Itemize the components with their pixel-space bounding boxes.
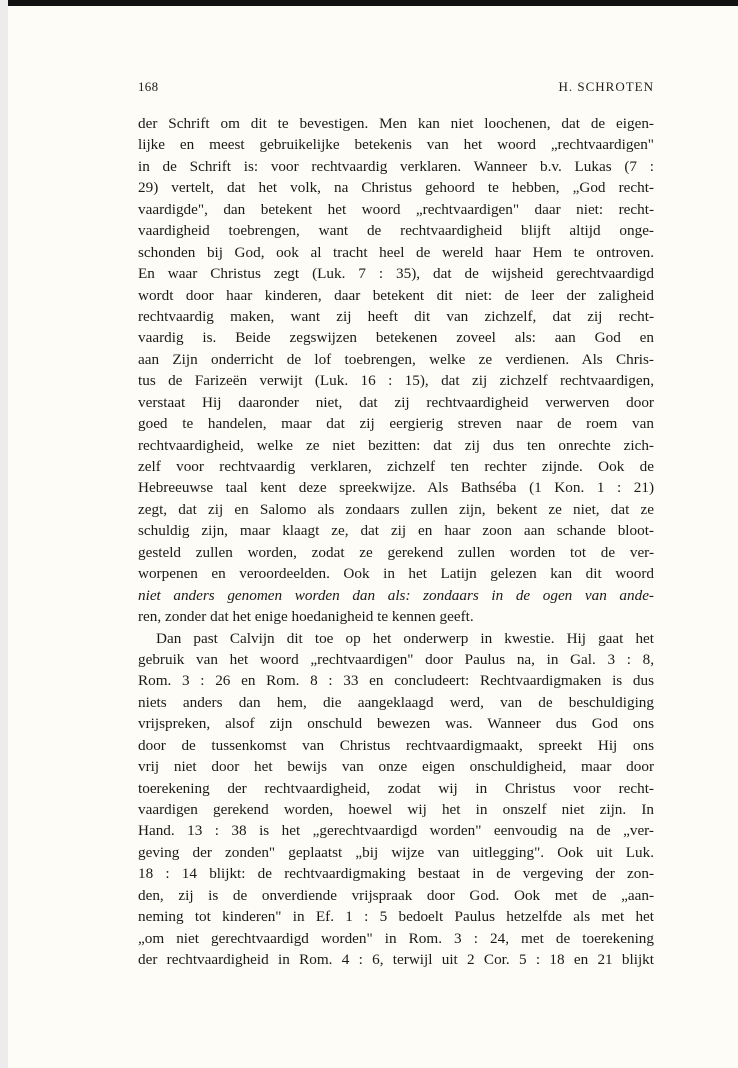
text-line: 18 : 14 blijkt: de rechtvaardigmaking bestaat in de vergeving der zon- (138, 865, 654, 883)
text-line: Hebreeuwse taal kent deze spreekwijze. Als Bathséba (1 Kon. 1 : 21) (138, 479, 654, 497)
page-number: 168 (138, 79, 159, 94)
text-line: vrij niet door het bewijs van onze eigen onschuldigheid, maar door (138, 758, 654, 776)
text-line: rechtvaardigheid, welke ze niet bezitten: dat zij dus ten onrechte zich- (138, 436, 654, 454)
running-header (138, 79, 654, 99)
text-line: tus de Farizeën verwijt (Luk. 16 : 15), dat zij zichzelf rechtvaardigen, (138, 372, 654, 390)
text-line: ren, zonder dat het enige hoedanigheid te kennen geeft. (138, 608, 474, 626)
text-line: Hand. 13 : 38 is het „gerechtvaardigd worden" eenvoudig na de „ver- (138, 822, 654, 840)
text-line: den, zij is de onverdiende vrijspraak door God. Ook met de „aan- (138, 886, 654, 904)
text-line: neming tot kinderen" in Ef. 1 : 5 bedoelt Paulus hetzelfde als met het (138, 908, 654, 926)
text-line: der rechtvaardigheid in Rom. 4 : 6, terwijl uit 2 Cor. 5 : 18 en 21 blijkt (138, 951, 654, 969)
text-line: „om niet gerechtvaardigd worden" in Rom. 3 : 24, met de toerekening (138, 929, 654, 947)
text-line: wordt door haar kinderen, daar betekent dit niet: de leer der zaligheid (138, 286, 654, 304)
text-line: der Schrift om dit te bevestigen. Men kan niet loochenen, dat de eigen- (138, 115, 654, 132)
text-line: goed te handelen, maar dat zij eergierig streven naar de roem van (138, 415, 654, 433)
text-line: 29) vertelt, dat het volk, na Christus gehoord te hebben, „God recht- (138, 179, 654, 197)
text-line: vaardigde", dan betekent het woord „rechtvaardigen" daar niet: recht- (138, 200, 654, 218)
text-line: schuldig zijn, maar klaagt ze, dat zij en haar zoon aan schande bloot- (138, 522, 654, 540)
scan-margin-left (0, 0, 8, 1068)
text-line: lijke en meest gebruikelijke betekenis van het woord „rechtvaardigen" (138, 136, 654, 154)
text-line: in de Schrift is: voor rechtvaardig verklaren. Wanneer b.v. Lukas (7 : (138, 157, 654, 175)
text-line: aan Zijn onderricht de lof toebrengen, welke ze verdienen. Als Chris- (138, 350, 654, 368)
body-text (138, 113, 654, 971)
text-line: toerekening der rechtvaardigheid, zodat wij in Christus voor recht- (138, 779, 654, 797)
text-line: niets anders dan hem, die aangeklaagd werd, van de beschuldiging (138, 693, 654, 711)
text-line: vrijspreken, alsof zijn onschuld bewezen was. Wanneer dus God ons (138, 715, 654, 733)
text-line: gesteld zullen worden, zodat ze gerekend zullen worden tot de ver- (138, 543, 654, 561)
text-line: niet anders genomen worden dan als: zondaars in de ogen van ande- (138, 586, 654, 604)
text-line: Rom. 3 : 26 en Rom. 8 : 33 en concludeert: Rechtvaardigmaken is dus (138, 672, 654, 690)
text-line: rechtvaardig maken, want zij heeft dit van zichzelf, dat zij recht- (138, 307, 654, 325)
paragraph-first-line: Dan past Calvijn dit toe op het onderwerp in kwestie. Hij gaat het (156, 629, 654, 647)
scan-border-top (8, 0, 738, 6)
text-line: zegt, dat zij en Salomo als zondaars zullen zijn, bekent ze niet, dat ze (138, 500, 654, 518)
text-line: vaardigen gerekend worden, hoewel wij het in onszelf niet zijn. In (138, 801, 654, 818)
running-head-author: H. SCHROTEN (558, 79, 654, 94)
text-line: vaardig is. Beide zegswijzen betekenen zoveel als: aan God en (138, 329, 654, 347)
text-line: schonden bij God, ook al tracht heel de wereld haar Hem te ontroven. (138, 243, 654, 261)
text-line: vaardigheid toebrengen, want de rechtvaardigheid blijft altijd onge- (138, 222, 654, 240)
text-line: zelf voor rechtvaardig verklaren, zichzelf ten rechter zijnde. Ook de (138, 458, 654, 475)
text-line: geving der zonden" geplaatst „bij wijze van uitlegging". Ook uit Luk. (138, 843, 654, 861)
text-line: En waar Christus zegt (Luk. 7 : 35), dat de wijsheid gerechtvaardigd (138, 265, 654, 283)
text-line: worpenen en veroordeelden. Ook in het Latijn gelezen kan dit woord (138, 565, 654, 583)
text-line: gebruik van het woord „rechtvaardigen" door Paulus na, in Gal. 3 : 8, (138, 650, 654, 668)
text-line: door de tussenkomst van Christus rechtvaardigmaakt, spreekt Hij ons (138, 736, 654, 754)
text-line: verstaat Hij daaronder niet, dat zij rechtvaardigheid verwerven door (138, 393, 654, 411)
